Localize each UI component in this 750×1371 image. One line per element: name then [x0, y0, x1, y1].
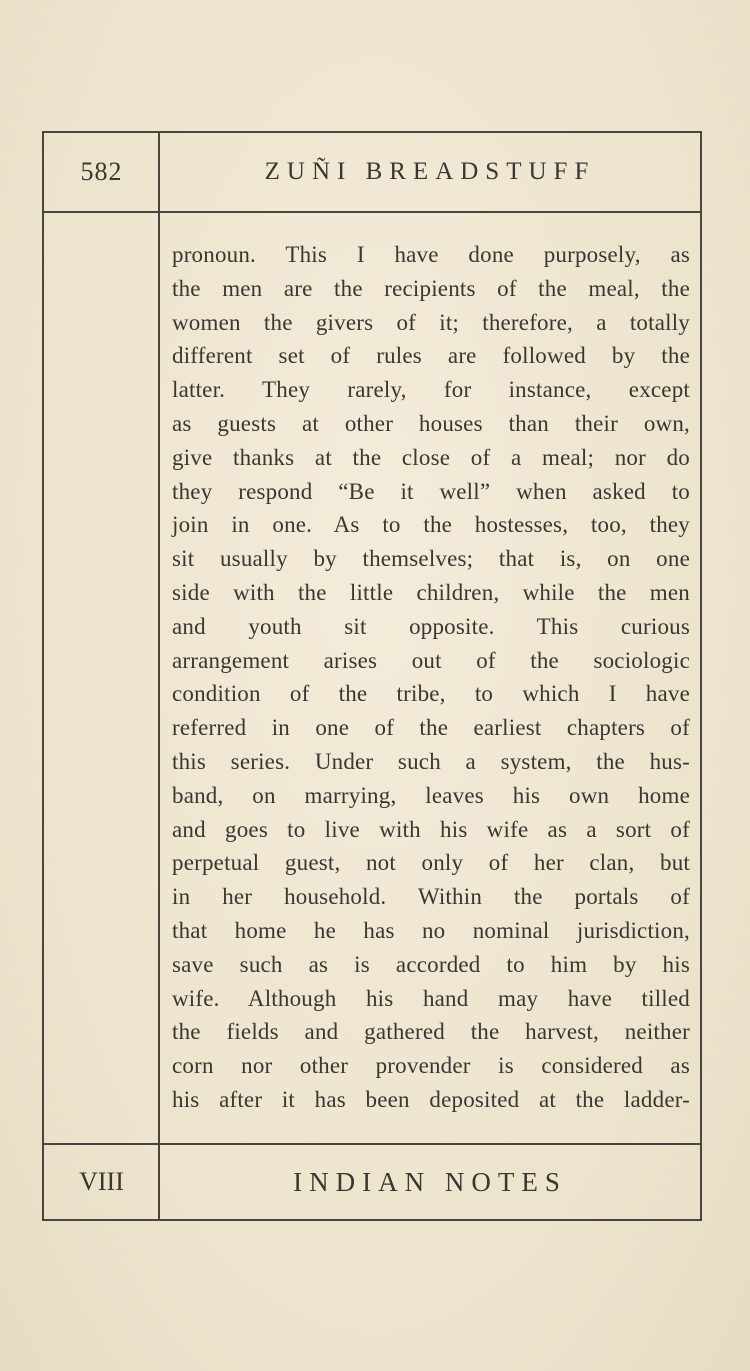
running-title: ZUÑI BREADSTUFF — [264, 158, 596, 185]
body-line: arrangement arises out of the sociologic — [172, 647, 690, 673]
body-line: his after it has been deposited at the ladder- — [172, 1086, 690, 1112]
body-line: different set of rules are followed by the — [172, 343, 690, 369]
body-line: they respond “Be it well” when asked to — [172, 478, 690, 504]
body-line: women the givers of it; therefore, a totally — [172, 309, 690, 335]
body-line: in her household. Within the portals of — [172, 884, 690, 910]
body-line: give thanks at the close of a meal; nor do — [172, 444, 690, 470]
body-line: wife. Although his hand may have tilled — [172, 985, 690, 1011]
body-line: referred in one of the earliest chapters of — [172, 715, 690, 741]
body-line: condition of the tribe, to which I have — [172, 681, 690, 707]
body-line: the men are the recipients of the meal, the — [172, 275, 690, 301]
body-line: sit usually by themselves; that is, on one — [172, 546, 690, 572]
body-line: side with the little children, while the men — [172, 579, 690, 605]
body-line: this series. Under such a system, the hus- — [172, 748, 690, 774]
body-line: that home he has no nominal jurisdiction, — [172, 917, 690, 943]
body-line: join in one. As to the hostesses, too, they — [172, 512, 690, 538]
body-line: perpetual guest, not only of her clan, but — [172, 850, 690, 876]
series-title: INDIAN NOTES — [293, 1167, 567, 1197]
body-line: pronoun. This I have done purposely, as — [172, 242, 690, 267]
body-line: the fields and gathered the harvest, neither — [172, 1019, 690, 1045]
body-line: latter. They rarely, for instance, except — [172, 377, 690, 403]
body-line: corn nor other provender is considered as — [172, 1053, 690, 1079]
page-number: 582 — [80, 157, 123, 186]
page-frame — [42, 131, 702, 1221]
main-text-column — [160, 213, 700, 1143]
body-line: band, on marrying, leaves his own home — [172, 782, 690, 808]
body-line: as guests at other houses than their own, — [172, 410, 690, 436]
page-footer — [44, 1143, 700, 1219]
body-paragraph — [172, 238, 690, 1117]
volume-number: VIII — [79, 1167, 124, 1196]
body-line: and goes to live with his wife as a sort of — [172, 816, 690, 842]
body-line: and youth sit opposite. This curious — [172, 613, 690, 639]
page-header — [44, 133, 700, 213]
body-line: save such as is accorded to him by his — [172, 951, 690, 977]
